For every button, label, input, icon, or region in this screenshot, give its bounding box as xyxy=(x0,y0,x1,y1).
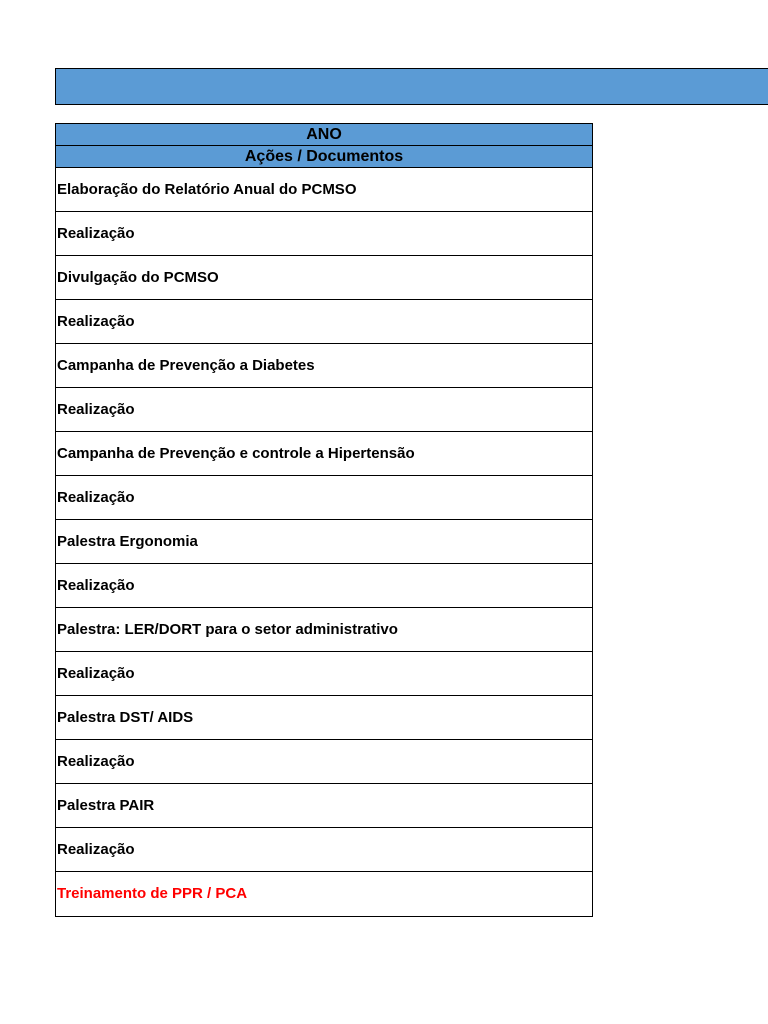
table-row[interactable]: Campanha de Prevenção a Diabetes xyxy=(56,344,592,388)
actions-header-cell[interactable]: Ações / Documentos xyxy=(56,146,592,168)
table-row[interactable]: Palestra: LER/DORT para o setor administrativo xyxy=(56,608,592,652)
table-row[interactable]: Palestra Ergonomia xyxy=(56,520,592,564)
table-row[interactable]: Palestra PAIR xyxy=(56,784,592,828)
table-row[interactable]: Elaboração do Relatório Anual do PCMSO xyxy=(56,168,592,212)
table-row[interactable]: Realização xyxy=(56,564,592,608)
table-row[interactable]: Realização xyxy=(56,300,592,344)
table-row[interactable]: Realização xyxy=(56,476,592,520)
year-header-cell[interactable]: ANO xyxy=(56,124,592,146)
actions-table xyxy=(55,123,593,917)
table-row[interactable]: Campanha de Prevenção e controle a Hipertensão xyxy=(56,432,592,476)
table-row[interactable]: Divulgação do PCMSO xyxy=(56,256,592,300)
table-row[interactable]: Realização xyxy=(56,828,592,872)
title-band xyxy=(55,68,768,105)
table-row[interactable]: Realização xyxy=(56,652,592,696)
table-row-highlighted[interactable]: Treinamento de PPR / PCA xyxy=(57,885,248,902)
table-row[interactable]: Realização xyxy=(56,212,592,256)
table-row[interactable]: Realização xyxy=(56,740,592,784)
table-row[interactable]: Realização xyxy=(56,388,592,432)
table-row[interactable]: Palestra DST/ AIDS xyxy=(56,696,592,740)
